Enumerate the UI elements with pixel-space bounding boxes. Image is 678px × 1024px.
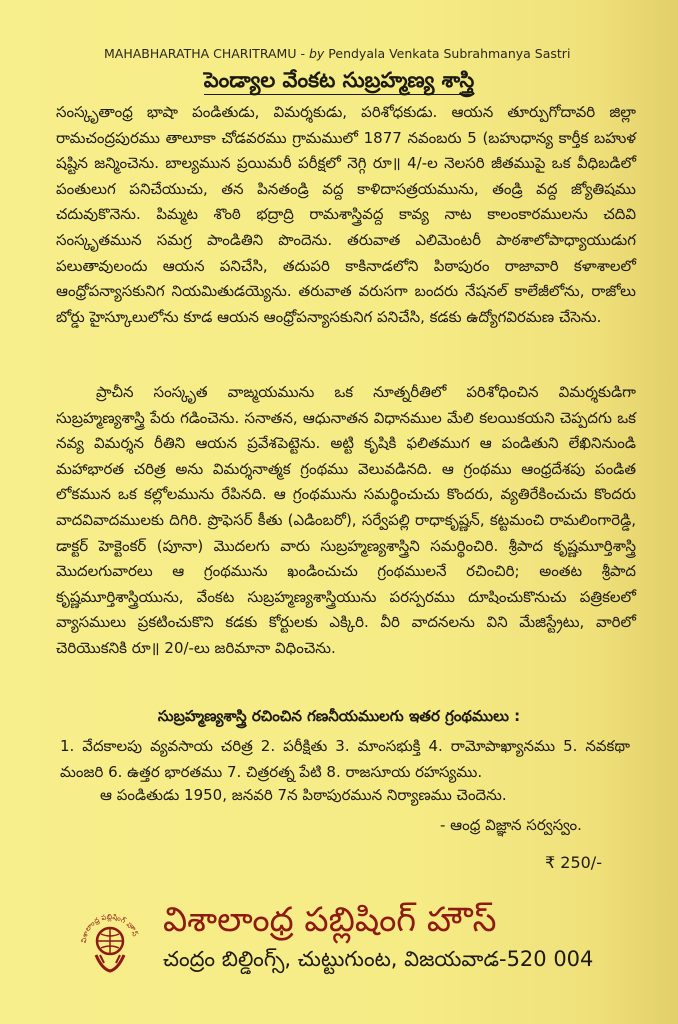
book-title: MAHABHARATHA CHARITRAMU [104,46,297,61]
death-line: ఆ పండితుడు 1950, జనవరి 7న పిఠాపురమున నిర్యాణము చెందెను. [100,786,507,804]
publisher-address: చంద్రం బిల్డింగ్స్, చుట్టుగుంట, విజయవాడ-520 004 [163,947,594,971]
publisher-name: విశాలాంధ్ర పబ్లిషింగ్ హౌస్ [163,900,497,940]
logo-arc-text: విశాలాంధ్ర పబ్లిషింగ్ హౌస్ [79,912,139,944]
author-title: పెండ్యాల వేంకట సుబ్రహ్మణ్య శాస్త్రి [0,68,678,98]
price-label: ₹ 250/- [545,853,602,872]
works-title: సుబ్రహ్మణ్యశాస్త్రి రచించిన గణనీయములగు ఇతర గ్రంథములు : [157,707,521,725]
bio-paragraph-1: సంస్కృతాంధ్ర భాషా పండితుడు, విమర్శకుడు, పరిశోధకుడు. ఆయన తూర్పుగోదావరి జిల్లా రామచంద్రపురము తాలూకా చోడవరము గ్రామములో 1877 నవంబరు 5 (బహుధాన్య కార్తీక బహుళ షష్టిన జన్మించెను. బాల్యమున ప్రయిమరీ పరీక్షలో నెగ్గి రూ॥ 4/-ల నెలసరి జీతముపై ఒక వీధిబడిలో పంతులుగ పనిచేయుచు, తన పినతండ్రి వద్ద కాళిదాసత్రయమును, తండ్రి వద్ద జ్యోతిషము చదువుకొనెను. పిమ్మట శొంఠి భద్రాద్రి రామశాస్త్రివద్ద కావ్య నాట కాలంకారములను చదివి సంస్కృతమున సమగ్ర పాండితిని పొందెను. తరువాత ఎలిమెంటరీ పాఠశాలోపాధ్యాయుడుగ పలుతావులందు ఆయన పనిచేసి, తదుపరి కాకినాడలోని పిఠాపురం రాజావారి కళాశాలలో ఆంధ్రోపన్యాసకునిగ నియమితుడయ్యెను. తరువాత వరుసగా బందరు నేషనల్ కాలేజీలోను, రాజోలు బోర్డు హైస్కూలులోను కూడ ఆయన ఆంధ్రోపన్యాసకునిగ పనిచేసి, కడకు ఉద్యోగవిరమణ చేసెను. [56,103,636,326]
book-header [104,46,570,61]
header-separator: - [296,46,309,61]
header-by: by [308,46,325,61]
header-author: Pendyala Venkata Subrahmanya Sastri [328,46,571,61]
publisher-logo [78,905,142,973]
bio-paragraph-2: ప్రాచీన సంస్కృత వాఙ్మయమును ఒక నూత్నరీతిలో పరిశోధించిన విమర్శకుడిగా సుబ్రహ్మణ్యశాస్త్రి పేరు గడించెను. సనాతన, ఆధునాతన విధానముల మేలి కలయికయని చెప్పదగు ఒక నవ్య విమర్శన రీతిని ఆయన ప్రవేశపెట్టెను. అట్టి కృషికి ఫలితముగ ఆ పండితుని లేఖినినుండి మహాభారత చరిత్ర అను విమర్శనాత్మక గ్రంథము వెలువడినది. ఆ గ్రంథము ఆంధ్రదేశపు పండిత లోకమున ఒక కల్లోలమును రేపినది. ఆ గ్రంథమును సమర్థించుచు కొందరు, వ్యతిరేకించుచు కొందరు వాదవివాదములకు దిగిరి. ప్రొఫెసర్ కీతు (ఎడింబరో), సర్వేపల్లి రాధాకృష్ణన్, కట్టమంచి రామలింగారెడ్డి, డాక్టర్ హెక్టెంకర్ (పూనా) మొదలగు వారు సుబ్రహ్మణ్యశాస్త్రిని సమర్థించిరి. శ్రీపాద కృష్ణమూర్తిశాస్త్రి మొదలగువారలు ఆ గ్రంథమును ఖండించుచు గ్రంథములనే రచించిరి; అంతట శ్రీపాద కృష్ణమూర్తిశాస్త్రియును, వేంకట సుబ్రహ్మణ్యశాస్త్రియును పరస్పరము దూషించుకొనుచు పత్రికలలో వ్యాసములు ప్రకటించుకొని కడకు కోర్టులకు ఎక్కిరి. వీరి వాదనలను విని మేజిస్ట్రేటు, వారిలో చెరియొకనికి రూ॥ 20/-లు జరిమానా విధించెను. [56,383,636,657]
works-list: 1. వేదకాలపు వ్యవసాయ చరిత్ర 2. పరీక్షితు 3. మాంసభుక్తి 4. రామోపాఖ్యానము 5. నవకథా మంజరి 6. ఉత్తర భారతము 7. చిత్రరత్న పేటి 8. రాజసూయ రహస్యము. [60,737,630,781]
source-citation: - ఆంధ్ర విజ్ఞాన సర్వస్వం. [440,816,582,834]
